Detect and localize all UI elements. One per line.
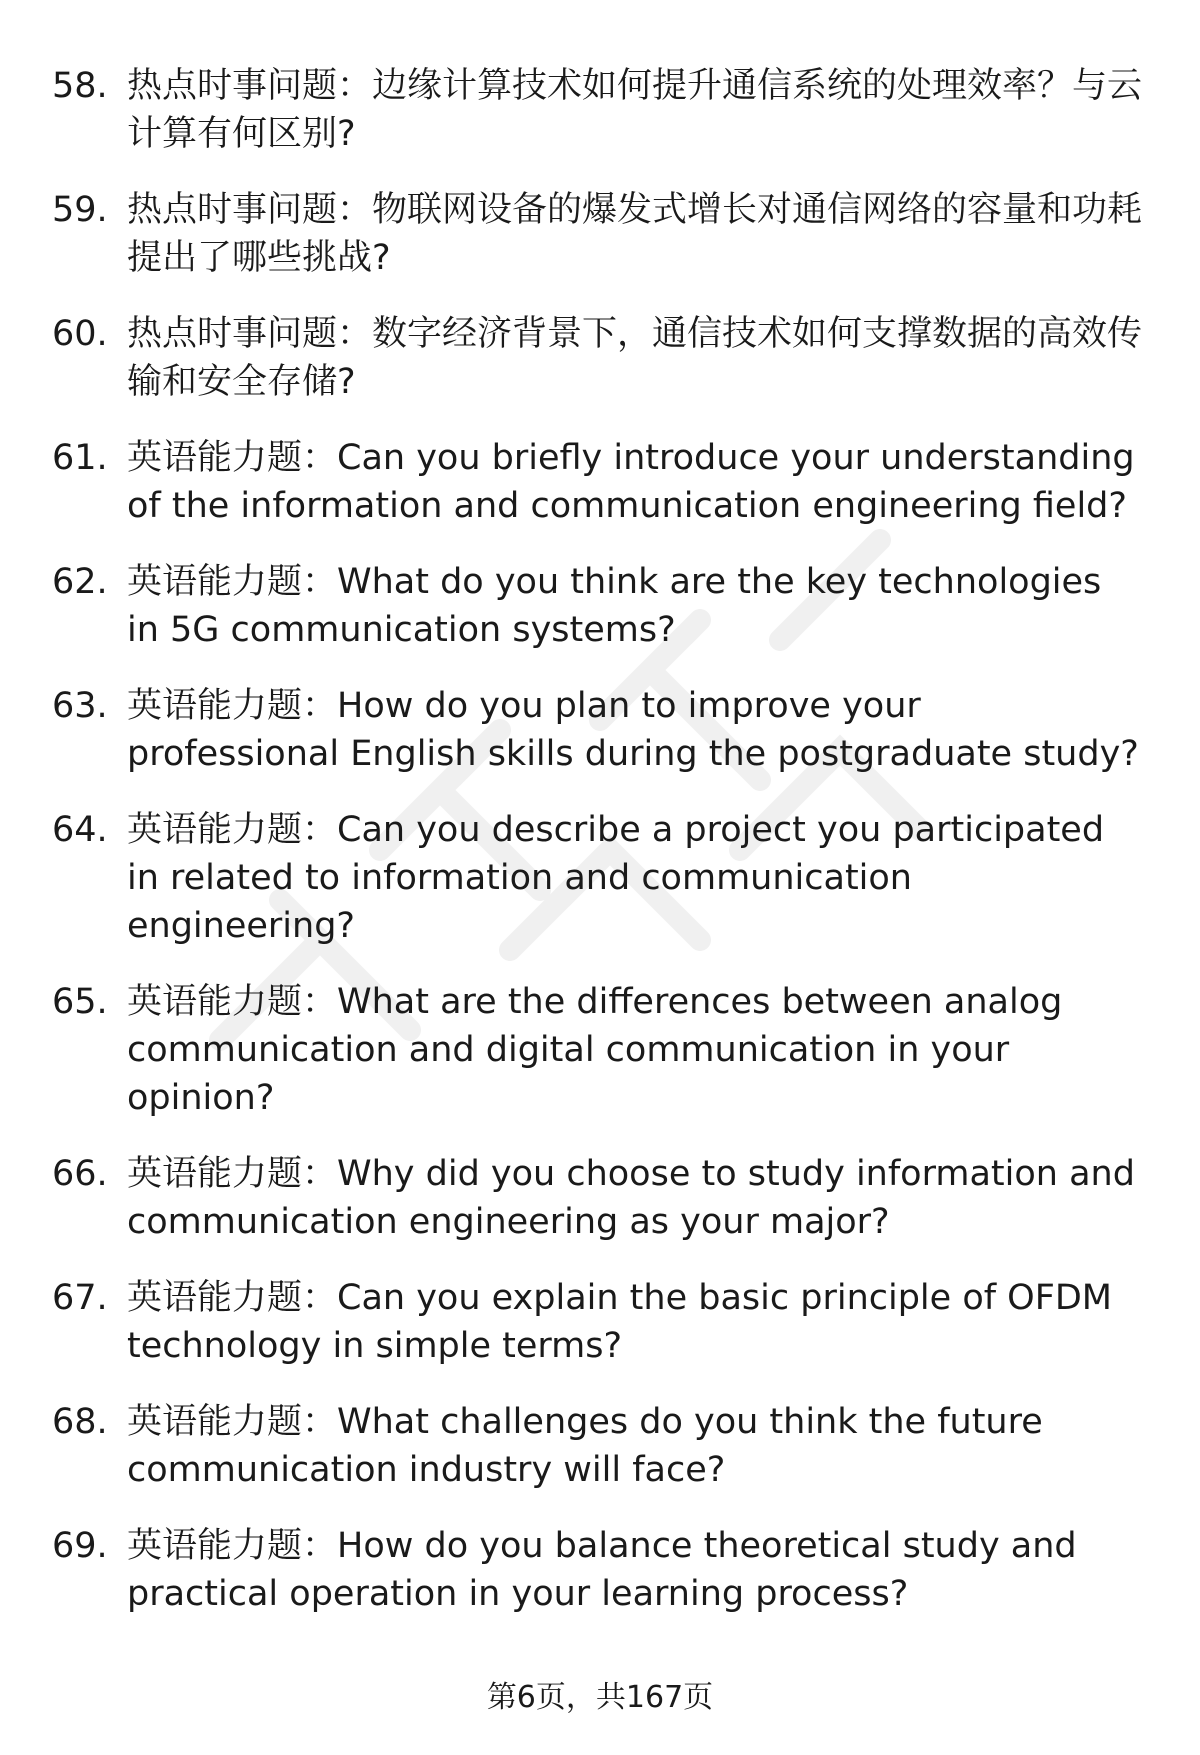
question-item [52,806,1152,950]
question-text: 英语能力题：Can you describe a project you participated in related to information and communication engineering? [127,810,1105,946]
question-number: 65. [52,982,108,1022]
question-number: 61. [52,438,108,478]
question-item [52,1150,1152,1246]
question-item [52,1398,1152,1494]
question-text: 英语能力题：Can you briefly introduce your understanding of the information and communication engineering field? [127,438,1135,526]
question-number: 68. [52,1402,108,1442]
question-item [52,978,1152,1122]
question-item [52,1522,1152,1618]
question-number: 66. [52,1154,108,1194]
question-item [52,1274,1152,1370]
question-item [52,682,1152,778]
question-item [52,558,1152,654]
question-text: 英语能力题：What are the differences between analog communication and digital communication in your opinion? [127,982,1063,1118]
question-text: 英语能力题：How do you plan to improve your professional English skills during the postgraduate study? [127,686,1139,774]
question-text: 热点时事问题：物联网设备的爆发式增长对通信网络的容量和功耗提出了哪些挑战? [127,190,1143,278]
question-item [52,62,1152,158]
question-text: 英语能力题：Can you explain the basic principle of OFDM technology in simple terms? [127,1278,1113,1366]
question-item [52,310,1152,406]
question-number: 63. [52,686,108,726]
question-text: 热点时事问题：边缘计算技术如何提升通信系统的处理效率？与云计算有何区别? [127,66,1143,154]
question-number: 60. [52,314,108,354]
page-number-footer: 第6页，共167页 [486,1680,714,1715]
question-item [52,434,1152,530]
question-number: 69. [52,1526,108,1566]
question-number: 59. [52,190,108,230]
question-text: 英语能力题：Why did you choose to study information and communication engineering as your major? [127,1154,1135,1242]
question-item [52,186,1152,282]
question-text: 英语能力题：How do you balance theoretical study and practical operation in your learning process? [127,1526,1077,1614]
question-list [52,62,1152,1646]
question-text: 英语能力题：What challenges do you think the future communication industry will face? [127,1402,1043,1490]
question-text: 热点时事问题：数字经济背景下，通信技术如何支撑数据的高效传输和安全存储? [127,314,1143,402]
question-number: 58. [52,66,108,106]
question-number: 64. [52,810,108,850]
question-number: 62. [52,562,108,602]
question-text: 英语能力题：What do you think are the key technologies in 5G communication systems? [127,562,1102,650]
question-number: 67. [52,1278,108,1318]
